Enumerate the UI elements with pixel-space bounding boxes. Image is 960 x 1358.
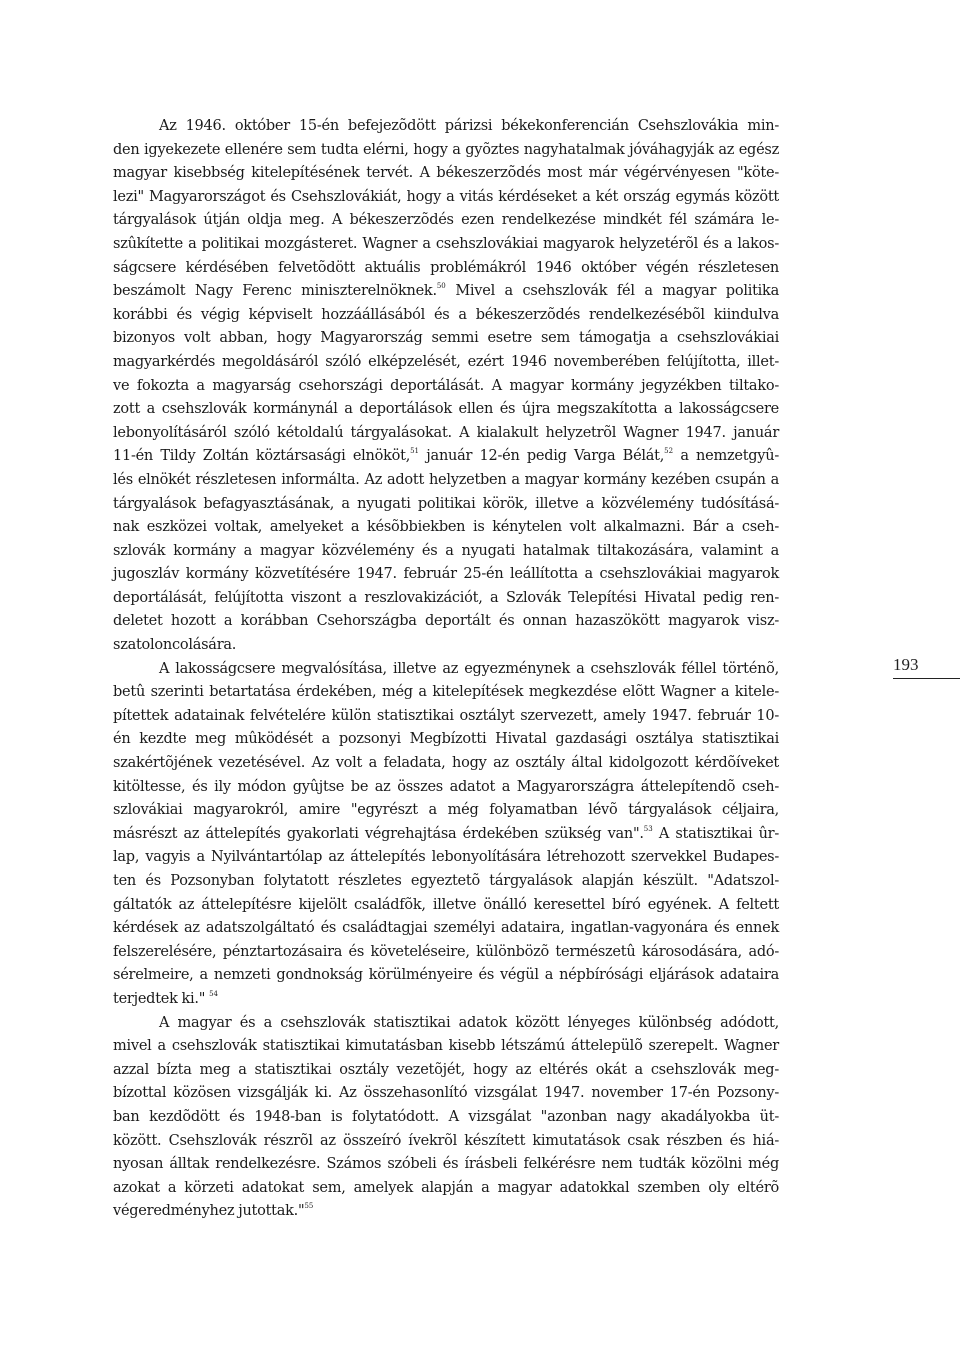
text-line [113,516,779,540]
line-text: 11-én Tildy Zoltán köztársasági elnököt, [113,448,411,465]
text-line [113,870,779,894]
text-line [113,752,779,776]
line-text: felszerelésére, pénztartozásaira és követeléseire, különbözõ természetû károsodására, adó- [113,943,779,960]
text-line [113,941,779,965]
line-text: korábbi és végig képviselt hozzáállásából és a békeszerzõdés rendelkezésébõl kiindulva [113,306,779,323]
line-text: lap, vagyis a Nyilvántartólap az áttelepítés lebonyolítására létrehozott szervekkel Budapes- [113,849,779,866]
footnote-marker: 53 [643,824,653,833]
body-text [113,115,779,1224]
text-line [113,493,779,517]
line-text: ban kezdõdött és 1948-ban is folytatódott. A vizsgálat "azonban nagy akadályokba üt- [113,1108,779,1125]
text-line [113,115,779,139]
text-line [113,280,779,304]
text-line [113,894,779,918]
line-text: én kezdte meg mûködését a pozsonyi Megbízotti Hivatal gazdasági osztálya statisztikai [113,731,779,748]
line-text: bizonyos volt abban, hogy Magyarország semmi esetre sem támogatja a csehszlovákiai [113,330,779,347]
line-text: jugoszláv kormány közvetítésére 1947. február 25-én leállította a csehszlovákiai magyarok [113,566,779,583]
text-line [113,304,779,328]
text-line [113,257,779,281]
text-line [113,540,779,564]
page-number-rule [893,678,960,679]
footnote-marker: 51 [410,447,419,456]
line-text: lés elnökét részletesen informálta. Az adott helyzetben a magyar kormány kezében csupán a [113,471,779,488]
line-text: végeredményhez jutottak." [113,1203,305,1220]
text-line [113,233,779,257]
line-text: másrészt az áttelepítés gyakorlati végrehajtása érdekében szükség van". [113,825,644,842]
line-text: beszámolt Nagy Ferenc miniszterelnöknek. [113,283,437,300]
line-text: azzal bízta meg a statisztikai osztály vezetõjét, hogy az eltérés okát a csehszlovák meg- [113,1061,779,1078]
line-text: szlovákiai magyarokról, amire "egyrészt a még folyamatban lévõ tárgyalások céljaira, [113,802,779,819]
text-line [113,634,779,658]
line-text: magyarkérdés megoldásáról szóló elképzelését, ezért 1946 novemberében felújította, illet- [113,353,779,370]
page-number: 193 [893,655,919,674]
text-line [113,563,779,587]
line-text-continued: A statisztikai ûr- [652,825,779,842]
text-line [113,658,779,682]
line-text: szatoloncolására. [113,637,237,654]
text-line [113,1059,779,1083]
line-text: deletet hozott a korábban Csehországba deportált és onnan hazaszökött magyarok visz- [113,613,779,630]
line-text-continued: Mivel a csehszlovák fél a magyar politika [445,283,779,300]
line-text: pítettek adatainak felvételére külön statisztikai osztályt szervezett, amely 1947. február 10- [113,707,779,724]
line-text: A lakosságcsere megvalósítása, illetve az egyezménynek a csehszlovák féllel történõ, [159,660,779,677]
text-line [113,398,779,422]
line-text: gáltatók az áttelepítésre kijelölt családfõk, illetve önálló keresettel bíró egyének. A feltett [113,896,779,913]
text-line [113,799,779,823]
line-text: azokat a körzeti adatokat sem, amelyek alapján a magyar adatokkal szemben oly eltérõ [113,1179,779,1196]
text-line [113,917,779,941]
text-line [113,445,779,469]
line-text: szakértõjének vezetésével. Az volt a feladata, hogy az osztály által kidolgozott kérdõíveket [113,755,779,772]
text-line [113,1130,779,1154]
text-line [113,327,779,351]
line-text: kérdések az adatszolgáltató és családtagjai személyi adataira, ingatlan-vagyonára és ennek [113,920,779,937]
text-line [113,846,779,870]
text-line [113,610,779,634]
text-line [113,469,779,493]
footnote-marker: 55 [304,1202,314,1211]
line-text: nyosan álltak rendelkezésre. Számos szóbeli és írásbeli felkérésre nem tudták közölni még [113,1156,779,1173]
line-text: tárgyalások befagyasztásának, a nyugati politikai körök, illetve a közvélemény tudósításá- [113,495,779,512]
line-text-continued: a nemzetgyû- [673,448,779,465]
text-line [113,964,779,988]
line-text: ten és Pozsonyban folytatott részletes egyeztetõ tárgyalások alapján készült. "Adatszol- [113,873,779,889]
footnote-marker: 50 [436,282,446,291]
text-line [113,1200,779,1224]
text-line [113,1177,779,1201]
line-text: tárgyalások útján oldja meg. A békeszerzõdés ezen rendelkezése mindkét fél számára le- [113,212,779,229]
text-line [113,186,779,210]
line-text: szûkítette a politikai mozgásteret. Wagner a csehszlovákiai magyarok helyzetérõl és a lakos- [113,235,779,252]
text-line [113,351,779,375]
line-text: magyar kisebbség kitelepítésének tervét. A békeszerzõdés most már végérvényesen "köte- [113,165,779,182]
text-line [113,705,779,729]
line-text: nak eszközei voltak, amelyeket a késõbbiekben is kénytelen volt alkalmazni. Bár a cseh- [113,519,779,536]
line-text: den igyekezete ellenére sem tudta elérni, hogy a gyõztes nagyhatalmak jóváhagyják az egész [113,141,779,158]
line-text: között. Csehszlovák részrõl az összeíró ívekrõl készített kimutatások csak részben és hiá- [113,1132,779,1149]
line-text: kitöltesse, és ily módon gyûjtse be az összes adatot a Magyarországra áttelepítendõ cseh- [113,778,779,795]
line-text: Az 1946. október 15-én befejezõdött párizsi békekonferencián Csehszlovákia min- [159,118,779,134]
text-line [113,1035,779,1059]
line-text: mivel a csehszlovák statisztikai kimutatásban kisebb létszámú áttelepülõ szerepelt. Wagner [113,1038,779,1055]
text-line [113,681,779,705]
text-line [113,1153,779,1177]
line-text: betû szerinti betartatása érdekében, még a kitelepítések megkezdése elõtt Wagner a kitele- [113,684,779,701]
line-text: deportálását, felújította viszont a reszlovakizációt, a Szlovák Telepítési Hivatal pedig ren- [113,589,779,606]
line-text: ve fokozta a magyarság csehországi deportálását. A magyar kormány jegyzékben tiltako- [113,377,779,394]
line-text: A magyar és a csehszlovák statisztikai adatok között lényeges különbség adódott, [159,1014,779,1031]
text-line [113,162,779,186]
line-text-continued: január 12-én pedig Varga Bélát, [419,448,665,465]
text-line [113,1082,779,1106]
text-line [113,209,779,233]
line-text: lezi" Magyarországot és Csehszlovákiát, hogy a vitás kérdéseket a két ország egymás között [113,188,779,205]
text-line [113,587,779,611]
text-line [113,988,779,1012]
text-line [113,1106,779,1130]
line-text: sérelmeire, a nemzeti gondnokság körülményeire és végül a népbírósági eljárások adataira [113,967,779,984]
text-line [113,776,779,800]
line-text: ságcsere kérdésében felvetõdött aktuális problémákról 1946 október végén részletesen [113,259,779,276]
line-text: terjedtek ki." [113,990,210,1007]
footnote-marker: 52 [664,447,674,456]
line-text: zott a csehszlovák kormánynál a deportálások ellen és újra megszakította a lakosságcsere [113,401,779,418]
text-line [113,375,779,399]
text-line [113,422,779,446]
text-line [113,728,779,752]
text-line [113,139,779,163]
line-text: szlovák kormány a magyar közvélemény és a nyugati hatalmak tiltakozására, valamint a [113,542,779,559]
line-text: lebonyolításáról szóló kétoldalú tárgyalásokat. A kialakult helyzetrõl Wagner 1947. január [113,424,779,441]
text-line [113,1012,779,1036]
footnote-marker: 54 [209,990,218,999]
line-text: bízottal közösen vizsgálják ki. Az összehasonlító vizsgálat 1947. november 17-én Pozsony- [113,1085,779,1102]
text-line [113,823,779,847]
